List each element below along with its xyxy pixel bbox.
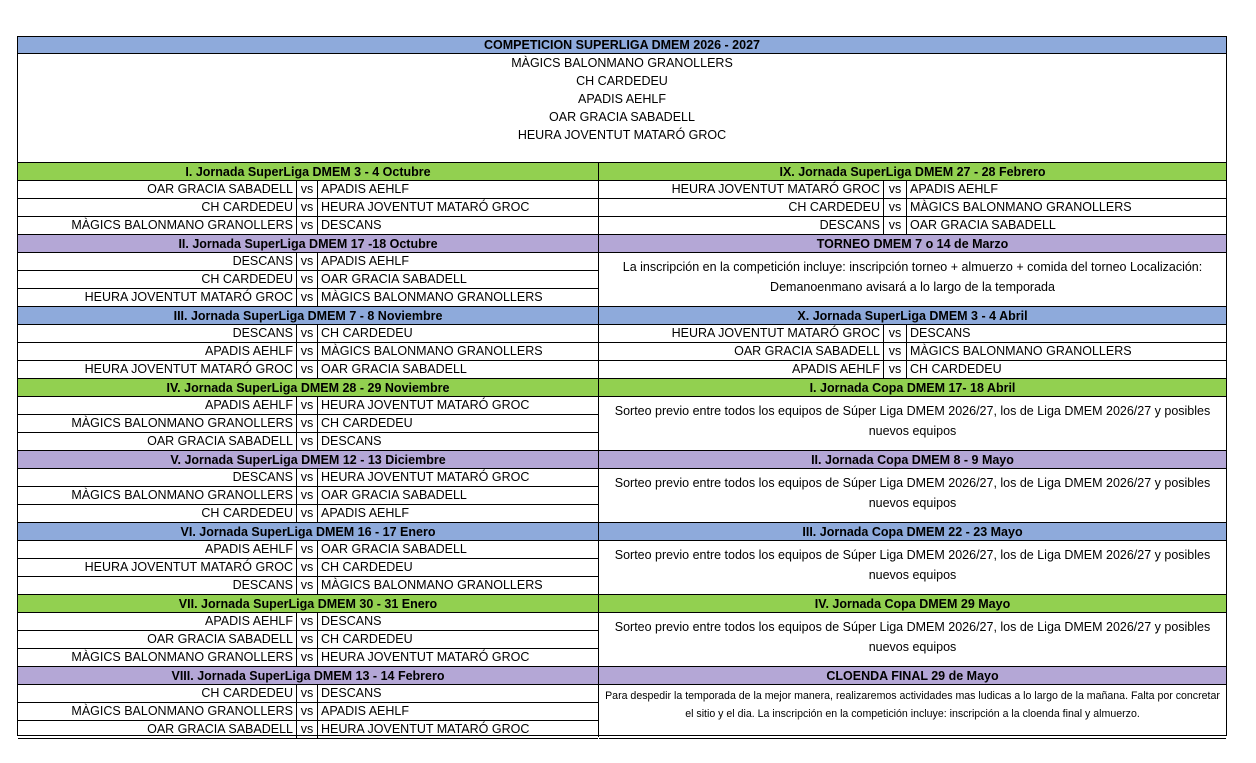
vs-label: vs: [883, 217, 906, 234]
vs-label: vs: [296, 289, 317, 306]
home-team: CH CARDEDEU: [201, 200, 293, 214]
match-row: [18, 253, 598, 271]
round-title: VIII. Jornada SuperLiga DMEM 13 - 14 Febrero: [171, 668, 445, 683]
round-header: [599, 595, 1226, 613]
match-row: [18, 649, 598, 667]
home-team: APADIS AEHLF: [205, 614, 293, 628]
away-team: MÀGICS BALONMANO GRANOLLERS: [906, 343, 1226, 360]
away-team: MÀGICS BALONMANO GRANOLLERS: [317, 343, 598, 360]
home-team: HEURA JOVENTUT MATARÓ GROC: [671, 182, 880, 196]
match-row: [18, 181, 598, 199]
away-team: APADIS AEHLF: [317, 253, 598, 270]
team-name: OAR GRACIA SABADELL: [549, 110, 695, 124]
away-team: DESCANS: [317, 613, 598, 630]
home-team: DESCANS: [232, 470, 293, 484]
match-row: [599, 181, 1226, 199]
match-row: [18, 289, 598, 307]
vs-label: vs: [296, 325, 317, 342]
home-team: CH CARDEDEU: [201, 272, 293, 286]
home-team: HEURA JOVENTUT MATARÓ GROC: [84, 560, 293, 574]
away-team: OAR GRACIA SABADELL: [906, 217, 1226, 234]
vs-label: vs: [296, 487, 317, 504]
vs-label: vs: [296, 703, 317, 720]
round-title: TORNEO DMEM 7 o 14 de Marzo: [816, 236, 1009, 251]
match-row: [18, 631, 598, 649]
column-divider: [598, 163, 599, 737]
home-team: OAR GRACIA SABADELL: [147, 632, 293, 646]
away-team: CH CARDEDEU: [317, 415, 598, 432]
home-team: OAR GRACIA SABADELL: [147, 434, 293, 448]
vs-label: vs: [296, 685, 317, 702]
match-row: [18, 613, 598, 631]
vs-label: vs: [883, 199, 906, 216]
home-team: OAR GRACIA SABADELL: [147, 182, 293, 196]
home-team: APADIS AEHLF: [205, 542, 293, 556]
round-header: [599, 235, 1226, 253]
away-team: CH CARDEDEU: [317, 325, 598, 342]
round-title: III. Jornada Copa DMEM 22 - 23 Mayo: [802, 524, 1023, 539]
vs-label: vs: [296, 181, 317, 198]
schedule-sheet: [17, 36, 1227, 736]
team-name: CH CARDEDEU: [576, 74, 668, 88]
round-title: X. Jornada SuperLiga DMEM 3 - 4 Abril: [797, 308, 1028, 323]
away-team: DESCANS: [317, 685, 598, 702]
vs-label: vs: [296, 469, 317, 486]
round-title: I. Jornada SuperLiga DMEM 3 - 4 Octubre: [185, 164, 431, 179]
home-team: HEURA JOVENTUT MATARÓ GROC: [84, 290, 293, 304]
vs-label: vs: [296, 577, 317, 594]
away-team: DESCANS: [317, 433, 598, 450]
match-row: [18, 541, 598, 559]
round-title: III. Jornada SuperLiga DMEM 7 - 8 Noviembre: [173, 308, 443, 323]
vs-label: vs: [296, 613, 317, 630]
home-team: APADIS AEHLF: [205, 398, 293, 412]
round-header: [599, 523, 1226, 541]
vs-label: vs: [296, 217, 317, 234]
away-team: DESCANS: [317, 217, 598, 234]
away-team: MÀGICS BALONMANO GRANOLLERS: [906, 199, 1226, 216]
event-note: [599, 613, 1226, 667]
home-team: MÀGICS BALONMANO GRANOLLERS: [71, 704, 293, 718]
match-row: [18, 415, 598, 433]
team-name: HEURA JOVENTUT MATARÓ GROC: [517, 128, 727, 142]
away-team: HEURA JOVENTUT MATARÓ GROC: [317, 199, 598, 216]
away-team: HEURA JOVENTUT MATARÓ GROC: [317, 721, 598, 738]
away-team: CH CARDEDEU: [317, 631, 598, 648]
home-team: OAR GRACIA SABADELL: [734, 344, 880, 358]
match-row: [18, 397, 598, 415]
away-team: APADIS AEHLF: [317, 703, 598, 720]
vs-label: vs: [296, 541, 317, 558]
home-team: DESCANS: [232, 326, 293, 340]
round-header: [18, 163, 598, 181]
event-note-text: Sorteo previo entre todos los equipos de Súper Liga DMEM 2026/27, los de Liga DMEM 2026/27 y posibles nuevos equipos: [614, 620, 1211, 654]
round-header: [18, 595, 598, 613]
away-team: OAR GRACIA SABADELL: [317, 271, 598, 288]
match-row: [18, 559, 598, 577]
vs-label: vs: [296, 199, 317, 216]
round-title: II. Jornada SuperLiga DMEM 17 -18 Octubre: [178, 236, 438, 251]
away-team: OAR GRACIA SABADELL: [317, 361, 598, 378]
competition-title-band: [18, 37, 1226, 54]
home-team: APADIS AEHLF: [205, 344, 293, 358]
home-team: MÀGICS BALONMANO GRANOLLERS: [71, 650, 293, 664]
home-team: HEURA JOVENTUT MATARÓ GROC: [84, 362, 293, 376]
vs-label: vs: [883, 325, 906, 342]
away-team: APADIS AEHLF: [906, 181, 1226, 198]
home-team: DESCANS: [232, 578, 293, 592]
event-note: [599, 541, 1226, 595]
event-note-text: La inscripción en la competición incluye: inscripción torneo + almuerzo + comida del torneo Localización: Demanoenmano avisará a lo largo de la temporada: [622, 260, 1203, 294]
round-title: V. Jornada SuperLiga DMEM 12 - 13 Diciembre: [170, 452, 446, 467]
match-row: [18, 325, 598, 343]
round-header: [18, 451, 598, 469]
home-team: CH CARDEDEU: [201, 686, 293, 700]
away-team: CH CARDEDEU: [906, 361, 1226, 378]
round-header: [18, 379, 598, 397]
home-team: MÀGICS BALONMANO GRANOLLERS: [71, 488, 293, 502]
away-team: HEURA JOVENTUT MATARÓ GROC: [317, 469, 598, 486]
round-title: IX. Jornada SuperLiga DMEM 27 - 28 Febrero: [779, 164, 1046, 179]
match-row: [18, 361, 598, 379]
match-row: [18, 577, 598, 595]
round-title: VI. Jornada SuperLiga DMEM 16 - 17 Enero: [180, 524, 436, 539]
round-header: [599, 451, 1226, 469]
event-note-text: Sorteo previo entre todos los equipos de Súper Liga DMEM 2026/27, los de Liga DMEM 2026/27 y posibles nuevos equipos: [614, 548, 1211, 582]
team-list: [18, 54, 1226, 163]
away-team: APADIS AEHLF: [317, 181, 598, 198]
round-header: [599, 307, 1226, 325]
vs-label: vs: [296, 721, 317, 738]
home-team: CH CARDEDEU: [201, 506, 293, 520]
event-note-text: Sorteo previo entre todos los equipos de Súper Liga DMEM 2026/27, los de Liga DMEM 2026/27 y posibles nuevos equipos: [614, 476, 1211, 510]
competition-title: COMPETICION SUPERLIGA DMEM 2026 - 2027: [484, 38, 760, 52]
vs-label: vs: [296, 559, 317, 576]
away-team: HEURA JOVENTUT MATARÓ GROC: [317, 649, 598, 666]
vs-label: vs: [296, 361, 317, 378]
match-row: [599, 199, 1226, 217]
match-row: [599, 343, 1226, 361]
vs-label: vs: [296, 415, 317, 432]
event-note-text: Para despedir la temporada de la mejor manera, realizaremos actividades mas ludicas a lo largo de la mañana. Falta por concretar el sitio y el dia. La inscripción en la competición incluye: inscripción a la cloenda final y almuerzo.: [605, 690, 1220, 720]
round-header: [599, 163, 1226, 181]
vs-label: vs: [883, 181, 906, 198]
home-team: OAR GRACIA SABADELL: [147, 722, 293, 736]
away-team: CH CARDEDEU: [317, 559, 598, 576]
away-team: DESCANS: [906, 325, 1226, 342]
vs-label: vs: [296, 505, 317, 522]
match-row: [18, 703, 598, 721]
vs-label: vs: [296, 397, 317, 414]
match-row: [18, 343, 598, 361]
round-title: VII. Jornada SuperLiga DMEM 30 - 31 Enero: [178, 596, 438, 611]
match-row: [599, 217, 1226, 235]
vs-label: vs: [296, 433, 317, 450]
away-team: MÀGICS BALONMANO GRANOLLERS: [317, 289, 598, 306]
home-team: DESCANS: [819, 218, 880, 232]
round-header: [18, 667, 598, 685]
match-row: [18, 433, 598, 451]
match-row: [18, 469, 598, 487]
home-team: APADIS AEHLF: [792, 362, 880, 376]
round-title: II. Jornada Copa DMEM 8 - 9 Mayo: [811, 452, 1014, 467]
round-header: [18, 235, 598, 253]
vs-label: vs: [296, 631, 317, 648]
event-note: [599, 685, 1226, 739]
vs-label: vs: [883, 361, 906, 378]
home-team: MÀGICS BALONMANO GRANOLLERS: [71, 416, 293, 430]
match-row: [18, 271, 598, 289]
vs-label: vs: [296, 253, 317, 270]
home-team: MÀGICS BALONMANO GRANOLLERS: [71, 218, 293, 232]
away-team: OAR GRACIA SABADELL: [317, 541, 598, 558]
round-header: [599, 379, 1226, 397]
round-title: I. Jornada Copa DMEM 17- 18 Abril: [809, 380, 1016, 395]
home-team: HEURA JOVENTUT MATARÓ GROC: [671, 326, 880, 340]
match-row: [18, 721, 598, 739]
vs-label: vs: [296, 649, 317, 666]
round-header: [18, 307, 598, 325]
match-row: [18, 505, 598, 523]
match-row: [18, 685, 598, 703]
vs-label: vs: [883, 343, 906, 360]
away-team: MÀGICS BALONMANO GRANOLLERS: [317, 577, 598, 594]
round-title: IV. Jornada SuperLiga DMEM 28 - 29 Noviembre: [166, 380, 450, 395]
round-title: IV. Jornada Copa DMEM 29 Mayo: [814, 596, 1011, 611]
match-row: [599, 325, 1226, 343]
event-note: [599, 397, 1226, 451]
home-team: CH CARDEDEU: [788, 200, 880, 214]
team-name: MÀGICS BALONMANO GRANOLLERS: [511, 56, 733, 70]
round-header: [18, 523, 598, 541]
event-note: [599, 253, 1226, 307]
vs-label: vs: [296, 271, 317, 288]
event-note: [599, 469, 1226, 523]
home-team: DESCANS: [232, 254, 293, 268]
away-team: HEURA JOVENTUT MATARÓ GROC: [317, 397, 598, 414]
vs-label: vs: [296, 343, 317, 360]
round-title: CLOENDA FINAL 29 de Mayo: [826, 668, 999, 683]
round-header: [599, 667, 1226, 685]
away-team: APADIS AEHLF: [317, 505, 598, 522]
match-row: [599, 361, 1226, 379]
team-name: APADIS AEHLF: [578, 92, 666, 106]
match-row: [18, 487, 598, 505]
event-note-text: Sorteo previo entre todos los equipos de Súper Liga DMEM 2026/27, los de Liga DMEM 2026/27 y posibles nuevos equipos: [614, 404, 1211, 438]
match-row: [18, 217, 598, 235]
match-row: [18, 199, 598, 217]
away-team: OAR GRACIA SABADELL: [317, 487, 598, 504]
